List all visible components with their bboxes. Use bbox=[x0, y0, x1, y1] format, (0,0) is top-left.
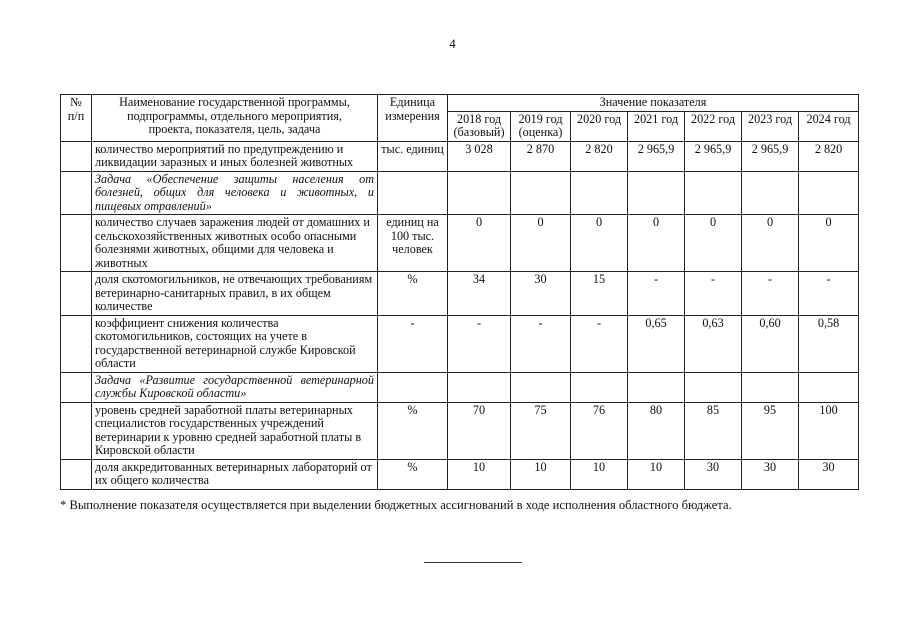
unit-cell: % bbox=[378, 402, 448, 459]
task-row bbox=[61, 171, 859, 215]
value-cell bbox=[448, 171, 511, 215]
value-cell: 0,63 bbox=[685, 315, 742, 372]
value-cell bbox=[685, 171, 742, 215]
value-cell bbox=[511, 372, 571, 402]
header-year: 2024 год bbox=[799, 111, 859, 141]
value-cell: 2 820 bbox=[571, 141, 628, 171]
indicator-name-cell: доля аккредитованных ветеринарных лабораторий от их общего количества bbox=[92, 459, 378, 489]
value-cell: 10 bbox=[448, 459, 511, 489]
value-cell: 85 bbox=[685, 402, 742, 459]
value-cell bbox=[628, 171, 685, 215]
value-cell bbox=[571, 372, 628, 402]
value-cell: 10 bbox=[628, 459, 685, 489]
value-cell: - bbox=[685, 272, 742, 316]
header-name: Наименование государственной программы, подпрограммы, отдельного мероприятия, проекта, показателя, цель, задача bbox=[92, 95, 378, 142]
row-number-cell bbox=[61, 141, 92, 171]
task-row bbox=[61, 372, 859, 402]
value-cell: 70 bbox=[448, 402, 511, 459]
header-year: 2018 год (базовый) bbox=[448, 111, 511, 141]
row-number-cell bbox=[61, 272, 92, 316]
table-row bbox=[61, 459, 859, 489]
unit-cell: % bbox=[378, 459, 448, 489]
value-cell: 2 965,9 bbox=[685, 141, 742, 171]
value-cell: - bbox=[448, 315, 511, 372]
value-cell: 0 bbox=[571, 215, 628, 272]
row-number-cell bbox=[61, 171, 92, 215]
header-year: 2020 год bbox=[571, 111, 628, 141]
unit-cell bbox=[378, 372, 448, 402]
value-cell: 0,58 bbox=[799, 315, 859, 372]
table-row bbox=[61, 315, 859, 372]
value-cell bbox=[799, 171, 859, 215]
value-cell: 100 bbox=[799, 402, 859, 459]
table-row bbox=[61, 141, 859, 171]
value-cell: 2 965,9 bbox=[628, 141, 685, 171]
indicator-name-cell: коэффициент снижения количества скотомогильников, состоящих на учете в государственной ветеринарной службе Кировской области bbox=[92, 315, 378, 372]
value-cell: 15 bbox=[571, 272, 628, 316]
value-cell: 75 bbox=[511, 402, 571, 459]
value-cell: 0 bbox=[511, 215, 571, 272]
value-cell: - bbox=[511, 315, 571, 372]
value-cell bbox=[571, 171, 628, 215]
row-number-cell bbox=[61, 459, 92, 489]
value-cell: 0,65 bbox=[628, 315, 685, 372]
footnote: * Выполнение показателя осуществляется при выделении бюджетных ассигнований в ходе исполнения областного бюджета. bbox=[60, 498, 732, 512]
indicator-name-cell: количество мероприятий по предупреждению и ликвидации заразных и иных болезней животных bbox=[92, 141, 378, 171]
value-cell: 10 bbox=[571, 459, 628, 489]
page-number: 4 bbox=[449, 36, 456, 51]
value-cell: 0 bbox=[448, 215, 511, 272]
value-cell: 30 bbox=[685, 459, 742, 489]
value-cell: 95 bbox=[742, 402, 799, 459]
value-cell bbox=[685, 372, 742, 402]
header-unit: Единица измерения bbox=[378, 95, 448, 142]
value-cell: 10 bbox=[511, 459, 571, 489]
row-number-cell bbox=[61, 372, 92, 402]
value-cell: 80 bbox=[628, 402, 685, 459]
row-number-cell bbox=[61, 315, 92, 372]
value-cell: 0 bbox=[799, 215, 859, 272]
task-name-cell: Задача «Обеспечение защиты населения от болезней, общих для человека и животных, и пищевых отравлений» bbox=[92, 171, 378, 215]
header-year: 2022 год bbox=[685, 111, 742, 141]
value-cell: 30 bbox=[799, 459, 859, 489]
unit-cell: единиц на 100 тыс. человек bbox=[378, 215, 448, 272]
unit-cell: % bbox=[378, 272, 448, 316]
value-cell: 0 bbox=[685, 215, 742, 272]
header-year: 2021 год bbox=[628, 111, 685, 141]
table-row bbox=[61, 272, 859, 316]
value-cell bbox=[511, 171, 571, 215]
indicator-name-cell: доля скотомогильников, не отвечающих требованиям ветеринарно-санитарных правил, в их общем количестве bbox=[92, 272, 378, 316]
value-cell: 3 028 bbox=[448, 141, 511, 171]
value-cell: 0,60 bbox=[742, 315, 799, 372]
value-cell bbox=[742, 171, 799, 215]
value-cell: - bbox=[628, 272, 685, 316]
unit-cell bbox=[378, 171, 448, 215]
indicator-name-cell: количество случаев заражения людей от домашних и сельскохозяйственных животных особо опасными болезнями животных, общими для человека и животных bbox=[92, 215, 378, 272]
value-cell: - bbox=[742, 272, 799, 316]
value-cell bbox=[799, 372, 859, 402]
value-cell: - bbox=[571, 315, 628, 372]
value-cell bbox=[628, 372, 685, 402]
table-row bbox=[61, 215, 859, 272]
table-row bbox=[61, 402, 859, 459]
value-cell: 2 965,9 bbox=[742, 141, 799, 171]
header-values-group: Значение показателя bbox=[448, 95, 859, 112]
indicators-table bbox=[60, 94, 859, 490]
row-number-cell bbox=[61, 215, 92, 272]
unit-cell: тыс. единиц bbox=[378, 141, 448, 171]
value-cell: 30 bbox=[742, 459, 799, 489]
value-cell: 34 bbox=[448, 272, 511, 316]
value-cell: 2 820 bbox=[799, 141, 859, 171]
table-body bbox=[61, 141, 859, 489]
value-cell: 2 870 bbox=[511, 141, 571, 171]
bottom-divider bbox=[424, 562, 522, 563]
indicator-name-cell: уровень средней заработной платы ветеринарных специалистов государственных учреждений ветеринарии к уровню средней заработной платы в Кировской области bbox=[92, 402, 378, 459]
value-cell bbox=[448, 372, 511, 402]
value-cell: 30 bbox=[511, 272, 571, 316]
value-cell: 0 bbox=[742, 215, 799, 272]
header-number: № п/п bbox=[61, 95, 92, 142]
value-cell: 76 bbox=[571, 402, 628, 459]
task-name-cell: Задача «Развитие государственной ветеринарной службы Кировской области» bbox=[92, 372, 378, 402]
value-cell bbox=[742, 372, 799, 402]
header-year: 2023 год bbox=[742, 111, 799, 141]
value-cell: 0 bbox=[628, 215, 685, 272]
value-cell: - bbox=[799, 272, 859, 316]
unit-cell: - bbox=[378, 315, 448, 372]
header-year: 2019 год (оценка) bbox=[511, 111, 571, 141]
row-number-cell bbox=[61, 402, 92, 459]
